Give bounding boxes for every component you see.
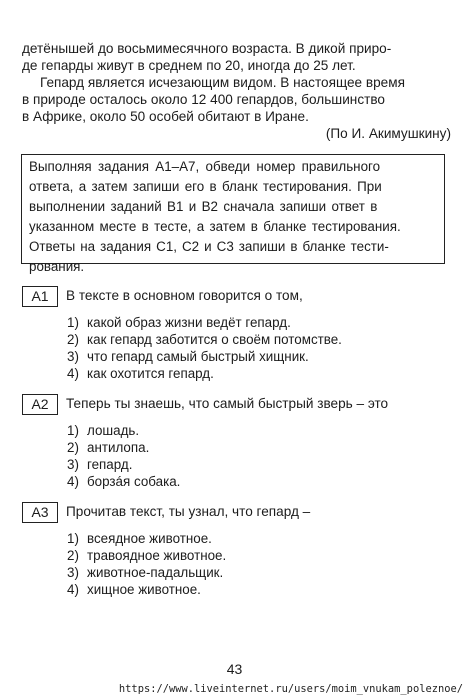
- answer-option[interactable]: 1) лошадь.: [67, 423, 140, 438]
- answer-option[interactable]: 1) всеядное животное.: [67, 531, 212, 546]
- page-number: 43: [226, 661, 243, 677]
- text-line: детёнышей до восьмимесячного возраста. В дикой приро-: [22, 41, 392, 56]
- answer-option[interactable]: 2) травоядное животное.: [67, 548, 227, 563]
- attribution: (По И. Акимушкину): [325, 126, 451, 141]
- answer-option[interactable]: 3) животное-падальщик.: [67, 565, 224, 580]
- answer-options: [67, 422, 180, 490]
- answer-option[interactable]: 3) что гепард самый быстрый хищник.: [67, 349, 309, 364]
- instructions-line: Выполняя задания А1–А7, обведи номер правильного: [29, 159, 381, 174]
- text-line: в Африке, около 50 особей обитают в Иране.: [22, 109, 309, 124]
- answer-options: [67, 314, 342, 382]
- text-line: де гепарды живут в среднем по 20, иногда до 25 лет.: [22, 58, 356, 73]
- question-text: В тексте в основном говорится о том,: [66, 288, 303, 303]
- answer-option[interactable]: 3) гепард.: [67, 457, 133, 472]
- instructions-line: указанном месте в тесте, а затем в бланке тестирования.: [29, 219, 401, 234]
- question-label: А1: [22, 286, 58, 307]
- question-text: Теперь ты знаешь, что самый быстрый зверь – это: [66, 396, 389, 411]
- reading-passage: [22, 40, 451, 142]
- answer-option[interactable]: 4) борзáя собака.: [67, 474, 181, 489]
- question-label: А2: [22, 394, 58, 415]
- answer-option[interactable]: 1) какой образ жизни ведёт гепард.: [67, 315, 291, 330]
- answer-option[interactable]: 4) хищное животное.: [67, 582, 201, 597]
- instructions-line: Ответы на задания С1, С2 и С3 запиши в бланке тести-: [29, 239, 389, 254]
- answer-option[interactable]: 2) как гепард заботится о своём потомстве.: [67, 332, 342, 347]
- instructions-line: выполнении заданий В1 и В2 сначала запиши ответ в: [29, 199, 378, 214]
- instructions-line: ответа, а затем запиши его в бланк тестирования. При: [29, 179, 382, 194]
- source-url-watermark: https://www.liveinternet.ru/users/moim_vnukam_poleznoe/: [118, 683, 463, 695]
- question-label: А3: [22, 502, 58, 523]
- answer-options: [67, 530, 226, 598]
- instructions-line: рования.: [29, 259, 85, 274]
- question-text: Прочитав текст, ты узнал, что гепард –: [66, 504, 311, 519]
- text-line: Гепард является исчезающим видом. В настоящее время: [40, 75, 405, 90]
- text-line: в природе осталось около 12 400 гепардов, большинство: [22, 92, 385, 107]
- answer-option[interactable]: 4) как охотится гепард.: [67, 366, 214, 381]
- answer-option[interactable]: 2) антилопа.: [67, 440, 150, 455]
- instructions-box: [21, 154, 445, 274]
